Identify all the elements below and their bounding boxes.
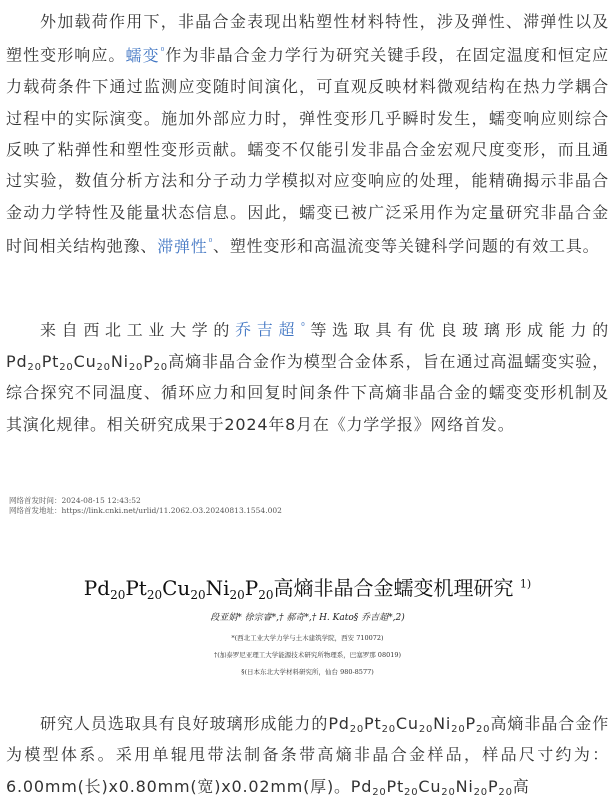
title-footnote: 1): [519, 577, 532, 591]
paragraph-text: 作为非晶合金力学行为研究关键手段，在固定温度和恒定应力载荷条件下通过监测应变随时间演化，可直观反映材料微观结构在热力学耦合过程中的实际演变。施加外部应力时，弹性变形几乎瞬时发生，蠕变响应则综合反映了粘弹性和塑性变形贡献。蠕变不仅能引发非晶合金宏观尺度变形，而且通过实验，数值分析方法和分子动力学模拟对应变响应的处理，能精确揭示非晶合金动力学特性及能量状态信息。因此，蠕变已被广泛采用作为定量研究非晶合金时间相关结构弛豫、: [6, 45, 609, 256]
anelasticity-link[interactable]: 滞弹性$^{^0}$: [157, 236, 214, 256]
creep-link[interactable]: 蠕变$^{^0}$: [125, 45, 166, 65]
search-icon: ⁰: [301, 322, 306, 332]
paper-title: $Pd_{20}Pt_{20}Cu_{20}Ni_{20}P_{20}$高熵非晶合金蠕变机理研究 $^{1)}$: [83, 576, 532, 602]
search-icon: ⁰: [208, 238, 214, 249]
paragraph-text: 、塑性变形和高温流变等关键科学问题的有效工具。: [213, 236, 600, 256]
paragraph-text: 外加载荷作用下，非晶合金表现出粘塑性材料特性，涉及弹性、滞弹性以及塑性变形响应。: [6, 12, 609, 65]
affiliation-3: §(日本东北大学材料研究所，仙台 980-8577): [241, 668, 374, 676]
method-paragraph: 研究人员选取具有良好玻璃形成能力的$Pd_{20}Pt_{20}Cu_{20}Ni_{20}P_{20}$高熵非晶合金作为模型体系。采用单辊甩带法制备条带高熵非晶合金样品，样品尺寸约为：6.00mm(长)x0.80mm(宽)x0.02mm(厚)。$Pd_{20}Pt_{20}Cu_{20}Ni_{20}P_{20}$高: [6, 714, 609, 798]
alloy-formula: $Pd_{20}Pt_{20}Cu_{20}Ni_{20}P_{20}$: [6, 351, 168, 373]
author-link[interactable]: 乔吉超$^{^0}$: [235, 320, 306, 340]
publish-date: 网络首发时间：2024-08-15 12:43:52: [9, 496, 141, 505]
publish-url[interactable]: 网络首发地址：https://link.cnki.net/urlid/11.2062.O3.20240813.1554.002: [9, 506, 282, 515]
paragraph-text: 高熵非晶合金作为模型体系。采用单辊甩带法制备条带高熵非晶合金样品，样品尺寸约为：6.00mm(长)x0.80mm(宽)x0.02mm(厚)。: [6, 714, 609, 796]
alloy-formula: $Pd_{20}Pt_{20}Cu_{20}Ni_{20}P_{20}$: [328, 714, 491, 735]
alloy-formula: $Pd_{20}Pt_{20}Cu_{20}Ni_{20}P_{20}$: [350, 776, 513, 798]
paragraph-text: 等选取具有优良玻璃形成能力的: [305, 320, 610, 340]
search-icon: ⁰: [160, 47, 166, 58]
alloy-formula: $Pd_{20}Pt_{20}Cu_{20}Ni_{20}P_{20}$: [83, 576, 274, 602]
research-paragraph: [6, 312, 609, 440]
affiliation-1: *(西北工业大学力学与土木建筑学院，西安 710072): [231, 634, 384, 642]
paragraph-text: 研究人员选取具有良好玻璃形成能力的: [40, 714, 329, 733]
paragraph-text: 高熵非晶合金作为模型合金体系，旨在通过高温蠕变实验，综合探究不同温度、循环应力和回复时间条件下高熵非晶合金的蠕变变形机制及其演化规律。相关研究成果于2024年8月在《力学学报》网络首发。: [6, 351, 609, 434]
affiliation-2: †(加泰罗尼亚理工大学能源技术研究所物理系，巴塞罗那 08019): [213, 651, 402, 659]
author-list: 段亚娟* 徐宗睿*,† 郝奇*,† H. Kato§ 乔吉超*,2): [210, 613, 405, 623]
paragraph-text: 来自西北工业大学的: [40, 320, 236, 340]
intro-paragraph: [6, 6, 609, 262]
